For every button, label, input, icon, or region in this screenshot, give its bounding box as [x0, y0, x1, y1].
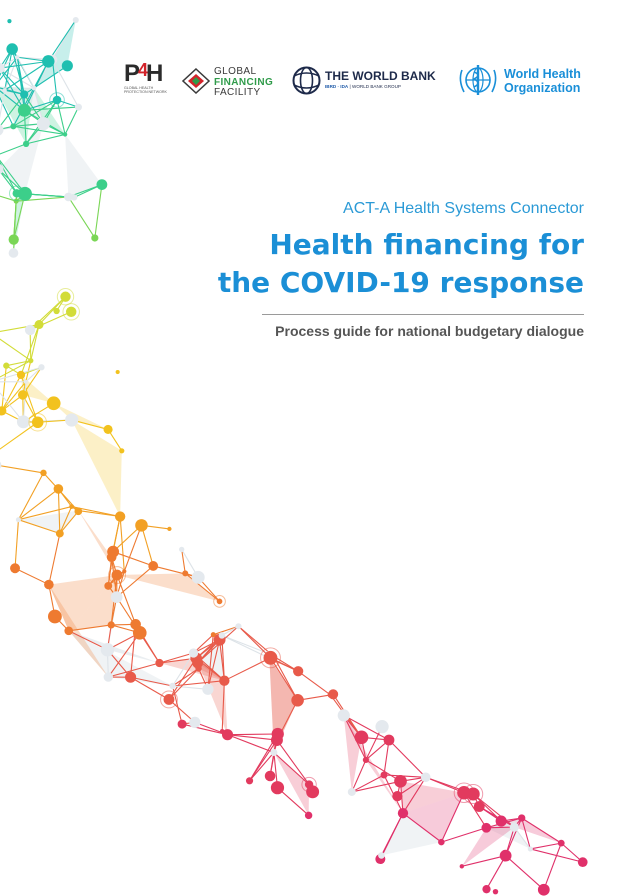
- network-node: [17, 415, 30, 428]
- network-node: [0, 63, 5, 73]
- network-node: [104, 425, 113, 434]
- network-edge: [530, 843, 561, 849]
- network-node: [528, 846, 533, 851]
- network-node: [169, 683, 175, 689]
- network-node: [56, 530, 64, 538]
- network-node: [28, 358, 33, 363]
- network-node: [108, 621, 115, 628]
- network-node: [101, 643, 114, 656]
- network-node: [219, 676, 229, 686]
- network-node: [482, 885, 490, 893]
- network-node: [421, 772, 431, 782]
- network-node: [305, 780, 313, 788]
- report-kicker: ACT-A Health Systems Connector: [343, 200, 584, 217]
- network-node: [270, 749, 277, 756]
- network-facet: [72, 420, 122, 517]
- network-node: [291, 694, 304, 707]
- network-node: [3, 363, 9, 369]
- network-node: [178, 720, 187, 729]
- network-node: [91, 234, 98, 241]
- network-edge: [506, 856, 544, 890]
- network-node: [192, 657, 203, 668]
- network-node: [7, 19, 11, 23]
- network-edge: [228, 734, 278, 735]
- network-node: [24, 380, 28, 384]
- network-node: [493, 889, 498, 894]
- network-node: [119, 448, 124, 453]
- network-node: [179, 547, 184, 552]
- network-node: [538, 884, 550, 896]
- network-node: [10, 123, 16, 129]
- network-node: [16, 517, 21, 522]
- network-node: [63, 132, 67, 136]
- network-edge: [389, 740, 426, 777]
- network-node: [104, 672, 113, 681]
- network-node: [167, 527, 171, 531]
- network-node: [438, 839, 445, 846]
- network-node: [398, 808, 408, 818]
- network-node: [32, 416, 44, 428]
- world-bank-logo: [292, 55, 436, 105]
- network-node: [40, 470, 46, 476]
- network-node: [15, 55, 19, 59]
- network-edge: [0, 61, 48, 68]
- network-node: [246, 777, 253, 784]
- network-node: [189, 648, 198, 657]
- network-edge: [352, 775, 384, 792]
- network-node: [558, 840, 565, 847]
- network-node: [54, 484, 64, 494]
- network-node: [0, 460, 1, 470]
- network-node: [392, 791, 402, 801]
- network-node: [116, 370, 120, 374]
- network-node: [460, 864, 464, 868]
- network-node: [375, 720, 388, 733]
- network-node: [384, 735, 395, 746]
- network-facet: [54, 403, 108, 429]
- network-node: [44, 580, 54, 590]
- network-node: [394, 775, 407, 788]
- network-node: [96, 179, 107, 190]
- gff-wordmark: GLOBAL FINANCING FACILITY: [214, 66, 274, 98]
- network-node: [500, 850, 512, 862]
- network-node: [518, 814, 525, 821]
- report-title: Health financing for the COVID-19 response: [217, 228, 584, 299]
- network-node: [18, 104, 31, 117]
- network-node: [20, 90, 28, 98]
- network-edge: [18, 473, 43, 520]
- network-node: [133, 626, 147, 640]
- network-node: [235, 623, 241, 629]
- gff-diamond-icon: [182, 68, 210, 94]
- network-node: [69, 504, 74, 509]
- network-node: [64, 193, 73, 202]
- network-node: [32, 86, 37, 91]
- network-node: [65, 413, 78, 426]
- network-node: [62, 60, 73, 71]
- network-node: [457, 786, 471, 800]
- network-node: [211, 632, 216, 637]
- network-node: [355, 730, 369, 744]
- network-node: [164, 694, 175, 705]
- network-node: [115, 511, 125, 521]
- network-node: [75, 104, 82, 111]
- network-node: [220, 729, 225, 734]
- network-edge: [49, 534, 60, 585]
- network-edge: [0, 465, 43, 473]
- network-node: [38, 364, 44, 370]
- network-node: [23, 141, 29, 147]
- network-node: [13, 189, 21, 197]
- network-node: [481, 823, 491, 833]
- network-node: [135, 519, 148, 532]
- network-edge: [222, 635, 268, 653]
- network-node: [66, 307, 76, 317]
- network-node: [363, 757, 369, 763]
- network-node: [182, 570, 188, 576]
- p4h-tagline: GLOBAL HEALTH PROTECTION NETWORK: [124, 86, 167, 94]
- network-node: [293, 666, 303, 676]
- p4h-logo: [120, 55, 175, 105]
- network-node: [17, 371, 25, 379]
- network-node: [338, 709, 350, 721]
- network-node: [265, 771, 276, 782]
- network-edge: [173, 686, 183, 724]
- network-node: [47, 396, 61, 410]
- network-node: [42, 55, 54, 67]
- network-node: [328, 689, 338, 699]
- network-node: [189, 717, 200, 728]
- cover-title-block: [164, 200, 584, 339]
- title-divider: [262, 314, 584, 315]
- network-node: [0, 124, 3, 136]
- network-node: [111, 591, 123, 603]
- globe-icon: [292, 66, 321, 95]
- network-edge: [113, 552, 153, 566]
- network-edge: [124, 525, 141, 571]
- network-edge: [298, 671, 330, 695]
- report-subtitle: Process guide for national budgetary dialogue: [275, 323, 584, 339]
- network-node: [60, 292, 70, 302]
- network-node: [125, 672, 136, 683]
- network-node: [496, 816, 507, 827]
- network-edge: [0, 422, 38, 452]
- network-edge: [95, 185, 102, 238]
- network-node: [73, 17, 79, 23]
- p4h-mark: $P^4H$: [124, 60, 162, 87]
- network-node: [148, 561, 158, 571]
- network-edge: [0, 333, 31, 361]
- network-node: [219, 632, 226, 639]
- network-edge: [141, 525, 153, 566]
- network-node: [6, 43, 18, 55]
- network-node: [202, 684, 213, 695]
- network-node: [122, 569, 126, 573]
- network-node: [510, 823, 519, 832]
- network-node: [112, 570, 123, 581]
- network-node: [271, 653, 277, 659]
- who-logo: [456, 55, 596, 105]
- network-node: [155, 659, 163, 667]
- network-node: [578, 857, 588, 867]
- network-node: [10, 563, 20, 573]
- who-emblem-icon: [456, 62, 500, 98]
- network-node: [3, 88, 7, 92]
- network-node: [9, 234, 19, 244]
- network-node: [104, 582, 112, 590]
- network-node: [25, 325, 35, 335]
- network-node: [53, 308, 59, 314]
- network-edge: [352, 781, 401, 792]
- gff-logo: [182, 55, 287, 105]
- network-edge: [544, 843, 561, 890]
- network-node: [35, 320, 44, 329]
- network-node: [474, 801, 485, 812]
- network-node: [75, 508, 83, 516]
- world-bank-name: THE WORLD BANK: [325, 69, 436, 83]
- network-node: [192, 571, 205, 584]
- network-node: [271, 781, 284, 794]
- who-wordmark: World Health Organization: [504, 67, 581, 95]
- partner-logos: [120, 55, 590, 105]
- network-node: [9, 248, 19, 258]
- network-node: [53, 96, 62, 105]
- network-node: [107, 546, 119, 558]
- network-node: [18, 390, 28, 400]
- network-node: [378, 852, 385, 859]
- network-edge: [15, 568, 49, 584]
- network-edge: [68, 197, 94, 238]
- network-edge: [15, 520, 18, 569]
- network-node: [64, 626, 73, 635]
- network-node: [348, 788, 356, 796]
- network-node: [217, 599, 223, 605]
- network-node: [380, 771, 387, 778]
- network-node: [37, 117, 50, 130]
- world-bank-subline: IBRD · IDA | WORLD BANK GROUP: [325, 84, 401, 89]
- network-node: [272, 728, 284, 740]
- network-node: [48, 610, 62, 624]
- network-edge: [65, 107, 78, 134]
- network-node: [14, 199, 19, 204]
- network-node: [305, 812, 312, 819]
